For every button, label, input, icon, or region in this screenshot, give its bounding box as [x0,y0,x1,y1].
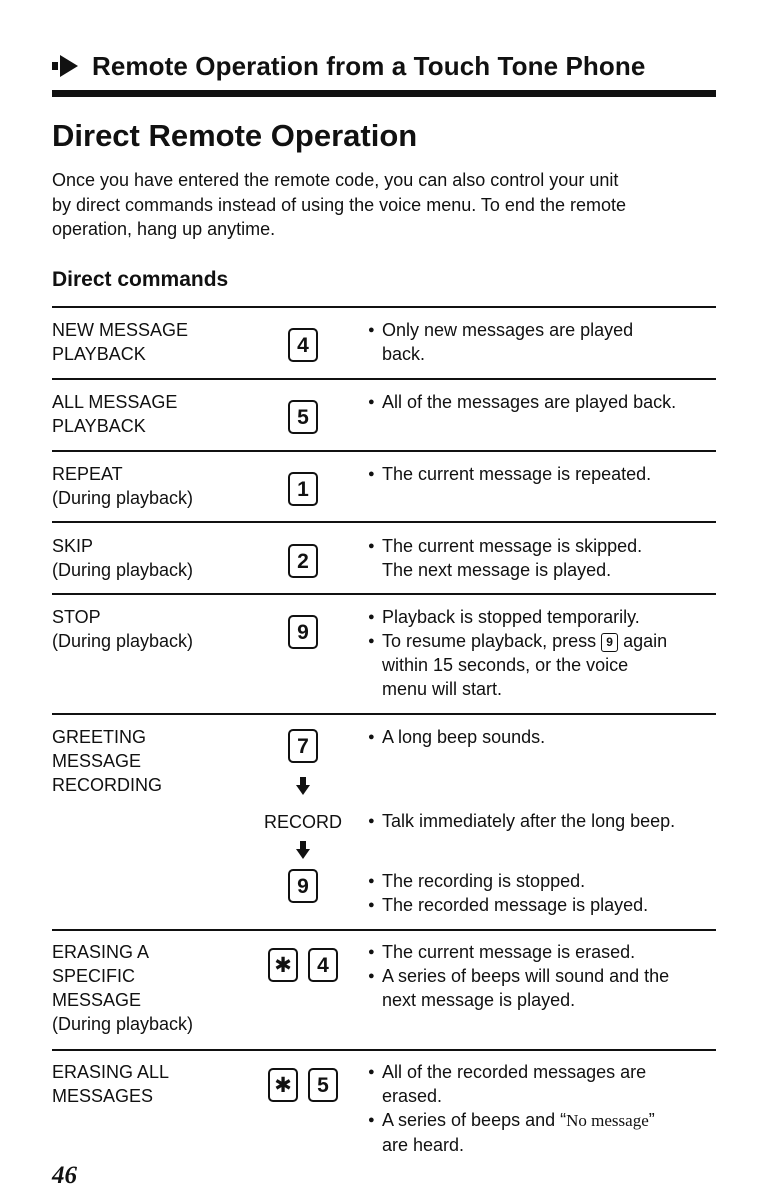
page-header [52,48,722,84]
note-item [368,534,720,582]
command-name-line: MESSAGE [52,751,142,771]
command-note [368,390,720,414]
table-divider [52,378,716,380]
note-item: ● The current message is erased. [368,940,720,964]
key-column [248,544,358,578]
table-divider [52,929,716,931]
key-1: 1 [288,472,318,506]
note-item [368,1060,720,1108]
key-column [248,729,358,763]
command-name-line: PLAYBACK [52,416,146,436]
command-name-line: (During playback) [52,560,194,580]
command-name-line: NEW MESSAGE [52,320,189,340]
key-4: 4 [288,328,318,362]
command-name [52,318,188,366]
note-line: within 15 seconds, or the voice [382,655,629,675]
command-name [52,534,193,582]
table-divider [52,1049,716,1051]
note-item: ● The current message is repeated. [368,462,720,486]
note-item: ● A long beep sounds. [368,725,720,749]
command-name-line: (During playback) [52,488,194,508]
table-divider [52,713,716,715]
command-name-line: MESSAGES [52,1086,154,1106]
note-line: ● All of the recorded messages are [382,1062,647,1082]
note-item: ● The recorded message is played. [368,893,720,917]
key-star: ✱ [268,948,298,982]
note-item [368,318,720,366]
note-line [382,629,720,653]
key-column [248,472,358,506]
command-note [368,809,720,833]
command-note [368,462,720,486]
table-divider [52,450,716,452]
down-arrow-icon [296,777,310,795]
key-5: 5 [308,1068,338,1102]
note-item [368,629,720,701]
command-note [368,534,720,582]
key-column [248,948,358,982]
command-note [368,1060,720,1157]
note-line: ● The current message is skipped. [382,536,643,556]
command-name-line: (During playback) [52,1014,194,1034]
note-item: ● Playback is stopped temporarily. [368,605,720,629]
command-note [368,318,720,366]
command-name-line: ERASING A [52,942,150,962]
command-name-line: RECORDING [52,775,163,795]
note-line: ● Only new messages are played [382,320,634,340]
note-line: are heard. [382,1135,465,1155]
header-divider [52,90,716,97]
command-note [368,940,720,1012]
key-column [248,777,358,795]
down-arrow-icon [296,841,310,859]
key-column [248,841,358,859]
note-line: menu will start. [382,679,503,699]
note-text: again [623,631,668,651]
note-line: The next message is played. [382,560,612,580]
key-star: ✱ [268,1068,298,1102]
note-line: next message is played. [382,990,576,1010]
note-text: A series of beeps and “ [382,1110,567,1130]
note-line [382,1108,720,1133]
intro-line: by direct commands instead of using the voice menu. To end the remote [52,194,626,215]
note-item [368,964,720,1012]
command-name [52,725,162,797]
intro-line: Once you have entered the remote code, you can also control your unit [52,170,619,190]
note-quote: No message [566,1111,649,1130]
intro-paragraph [52,168,712,242]
key-column [248,615,358,649]
page-title: Direct Remote Operation [52,118,418,153]
command-name [52,1060,169,1108]
command-name [52,462,193,510]
key-column [248,328,358,362]
record-label: RECORD [263,812,342,832]
command-name-line: SKIP [52,536,94,556]
right-arrow-icon [52,55,78,77]
key-column [248,869,358,903]
command-name-line: ERASING ALL [52,1062,170,1082]
key-pair [248,948,358,982]
table-divider [52,521,716,523]
key-column [248,400,358,434]
key-5: 5 [288,400,318,434]
note-item: ● The recording is stopped. [368,869,720,893]
section-title: Direct commands [52,268,229,291]
key-9: 9 [288,615,318,649]
command-name [52,390,177,438]
key-9-inline: 9 [601,633,618,652]
command-name-line: SPECIFIC [52,966,136,986]
command-name-line: GREETING [52,727,147,747]
key-column [248,1068,358,1102]
intro-line: operation, hang up anytime. [52,219,276,239]
note-line: erased. [382,1086,443,1106]
command-name-line: ALL MESSAGE [52,392,178,412]
note-item: ● All of the messages are played back. [368,390,720,414]
key-column [248,810,358,834]
command-name-line: (During playback) [52,631,194,651]
command-name [52,940,193,1036]
command-note [368,725,720,749]
note-text: ” [648,1110,655,1130]
key-pair [248,1068,358,1102]
key-9: 9 [288,869,318,903]
command-name-line: STOP [52,607,101,627]
table-divider [52,593,716,595]
key-7: 7 [288,729,318,763]
table-divider [52,306,716,308]
note-line: ● A series of beeps will sound and the [382,966,670,986]
command-note [368,605,720,701]
key-2: 2 [288,544,318,578]
command-name-line: MESSAGE [52,990,142,1010]
command-note [368,869,720,917]
note-line: back. [382,344,426,364]
command-name-line: REPEAT [52,464,123,484]
note-item [368,1108,720,1157]
command-name-line: PLAYBACK [52,344,146,364]
note-item: ● Talk immediately after the long beep. [368,809,720,833]
header-title: Remote Operation from a Touch Tone Phone [92,50,646,81]
command-name [52,605,193,653]
note-text: To resume playback, press [382,631,597,651]
page-number: 46 [52,1162,77,1189]
key-4: 4 [308,948,338,982]
